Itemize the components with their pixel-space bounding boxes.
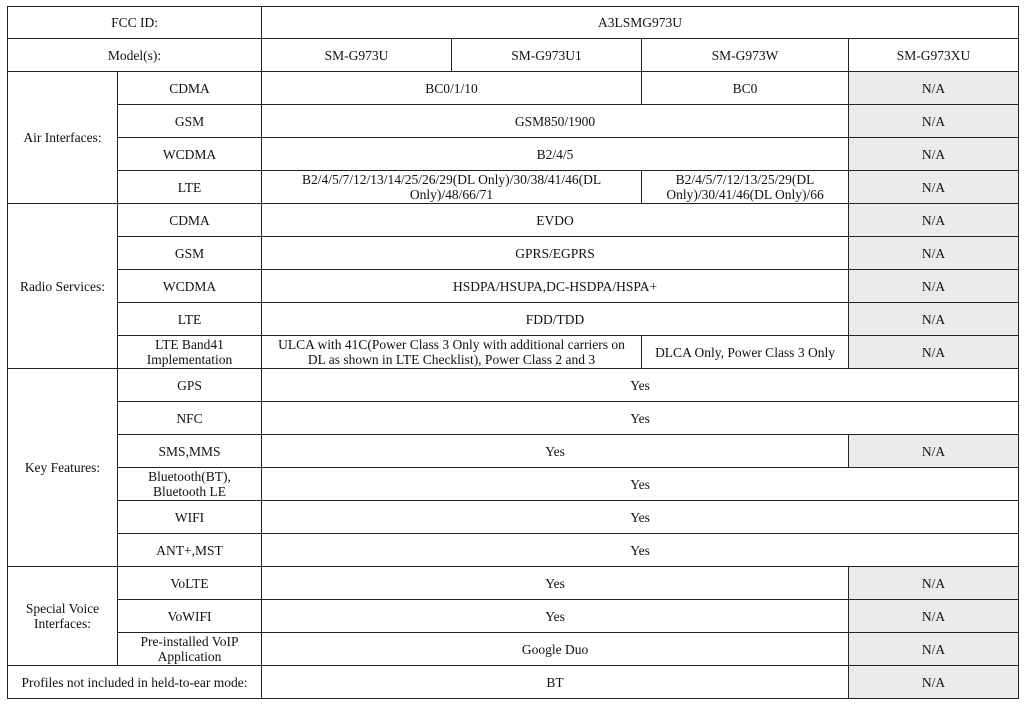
na-cell: N/A [849, 105, 1019, 138]
key-wifi-label: WIFI [118, 501, 262, 534]
profiles-row [8, 666, 1019, 699]
radio-gsm-row [8, 237, 1019, 270]
na-cell: N/A [849, 567, 1019, 600]
air-lte-us-value: B2/4/5/7/12/13/14/25/26/29(DL Only)/30/38/41/46(DL Only)/48/66/71 [262, 171, 642, 204]
radio-cdma-row [8, 204, 1019, 237]
key-ant-label: ANT+,MST [118, 534, 262, 567]
radio-gsm-label: GSM [118, 237, 262, 270]
air-lte-w-value: B2/4/5/7/12/13/25/29(DL Only)/30/41/46(DL Only)/66 [642, 171, 849, 204]
model-sm-g973xu: SM-G973XU [849, 39, 1019, 72]
air-wcdma-value: B2/4/5 [262, 138, 849, 171]
model-sm-g973u: SM-G973U [262, 39, 452, 72]
spec-sheet [7, 6, 1019, 699]
key-gps-value: Yes [262, 369, 1019, 402]
radio-band41-us-value: ULCA with 41C(Power Class 3 Only with additional carriers on DL as shown in LTE Checklist), Power Class 2 and 3 [262, 336, 642, 369]
key-wifi-row [8, 501, 1019, 534]
profiles-value: BT [262, 666, 849, 699]
na-cell: N/A [849, 303, 1019, 336]
fcc-id-value: A3LSMG973U [262, 7, 1019, 39]
radio-band41-row [8, 336, 1019, 369]
radio-wcdma-label: WCDMA [118, 270, 262, 303]
na-cell: N/A [849, 633, 1019, 666]
voice-voip-row [8, 633, 1019, 666]
air-wcdma-row [8, 138, 1019, 171]
models-row [8, 39, 1019, 72]
air-lte-label: LTE [118, 171, 262, 204]
radio-lte-row [8, 303, 1019, 336]
radio-lte-label: LTE [118, 303, 262, 336]
air-wcdma-label: WCDMA [118, 138, 262, 171]
voice-vowifi-value: Yes [262, 600, 849, 633]
radio-cdma-label: CDMA [118, 204, 262, 237]
profiles-label: Profiles not included in held-to-ear mode: [8, 666, 262, 699]
na-cell: N/A [849, 237, 1019, 270]
air-gsm-value: GSM850/1900 [262, 105, 849, 138]
voice-volte-row [8, 567, 1019, 600]
air-cdma-label: CDMA [118, 72, 262, 105]
fcc-id-label: FCC ID: [8, 7, 262, 39]
na-cell: N/A [849, 336, 1019, 369]
key-features-label: Key Features: [8, 369, 118, 567]
radio-lte-value: FDD/TDD [262, 303, 849, 336]
models-label: Model(s): [8, 39, 262, 72]
na-cell: N/A [849, 270, 1019, 303]
radio-band41-w-value: DLCA Only, Power Class 3 Only [642, 336, 849, 369]
air-cdma-w-value: BC0 [642, 72, 849, 105]
radio-cdma-value: EVDO [262, 204, 849, 237]
na-cell: N/A [849, 171, 1019, 204]
na-cell: N/A [849, 204, 1019, 237]
voice-voip-label: Pre-installed VoIP Application [118, 633, 262, 666]
voice-volte-label: VoLTE [118, 567, 262, 600]
na-cell: N/A [849, 600, 1019, 633]
key-bt-row [8, 468, 1019, 501]
air-cdma-us-value: BC0/1/10 [262, 72, 642, 105]
key-nfc-label: NFC [118, 402, 262, 435]
key-sms-row [8, 435, 1019, 468]
key-bt-value: Yes [262, 468, 1019, 501]
air-gsm-row [8, 105, 1019, 138]
key-ant-value: Yes [262, 534, 1019, 567]
na-cell: N/A [849, 72, 1019, 105]
voice-vowifi-row [8, 600, 1019, 633]
key-sms-value: Yes [262, 435, 849, 468]
air-interfaces-label: Air Interfaces: [8, 72, 118, 204]
fcc-id-row [8, 7, 1019, 39]
key-gps-label: GPS [118, 369, 262, 402]
key-wifi-value: Yes [262, 501, 1019, 534]
voice-voip-value: Google Duo [262, 633, 849, 666]
model-sm-g973w: SM-G973W [642, 39, 849, 72]
radio-band41-label: LTE Band41 Implementation [118, 336, 262, 369]
spec-table [7, 6, 1019, 699]
na-cell: N/A [849, 435, 1019, 468]
air-lte-row [8, 171, 1019, 204]
voice-volte-value: Yes [262, 567, 849, 600]
na-cell: N/A [849, 138, 1019, 171]
air-cdma-row [8, 72, 1019, 105]
key-nfc-value: Yes [262, 402, 1019, 435]
key-sms-label: SMS,MMS [118, 435, 262, 468]
model-sm-g973u1: SM-G973U1 [452, 39, 642, 72]
key-nfc-row [8, 402, 1019, 435]
voice-vowifi-label: VoWIFI [118, 600, 262, 633]
na-cell: N/A [849, 666, 1019, 699]
radio-wcdma-value: HSDPA/HSUPA,DC-HSDPA/HSPA+ [262, 270, 849, 303]
special-voice-label: Special Voice Interfaces: [8, 567, 118, 666]
radio-services-label: Radio Services: [8, 204, 118, 369]
air-gsm-label: GSM [118, 105, 262, 138]
key-bt-label: Bluetooth(BT), Bluetooth LE [118, 468, 262, 501]
radio-wcdma-row [8, 270, 1019, 303]
radio-gsm-value: GPRS/EGPRS [262, 237, 849, 270]
key-ant-row [8, 534, 1019, 567]
key-gps-row [8, 369, 1019, 402]
